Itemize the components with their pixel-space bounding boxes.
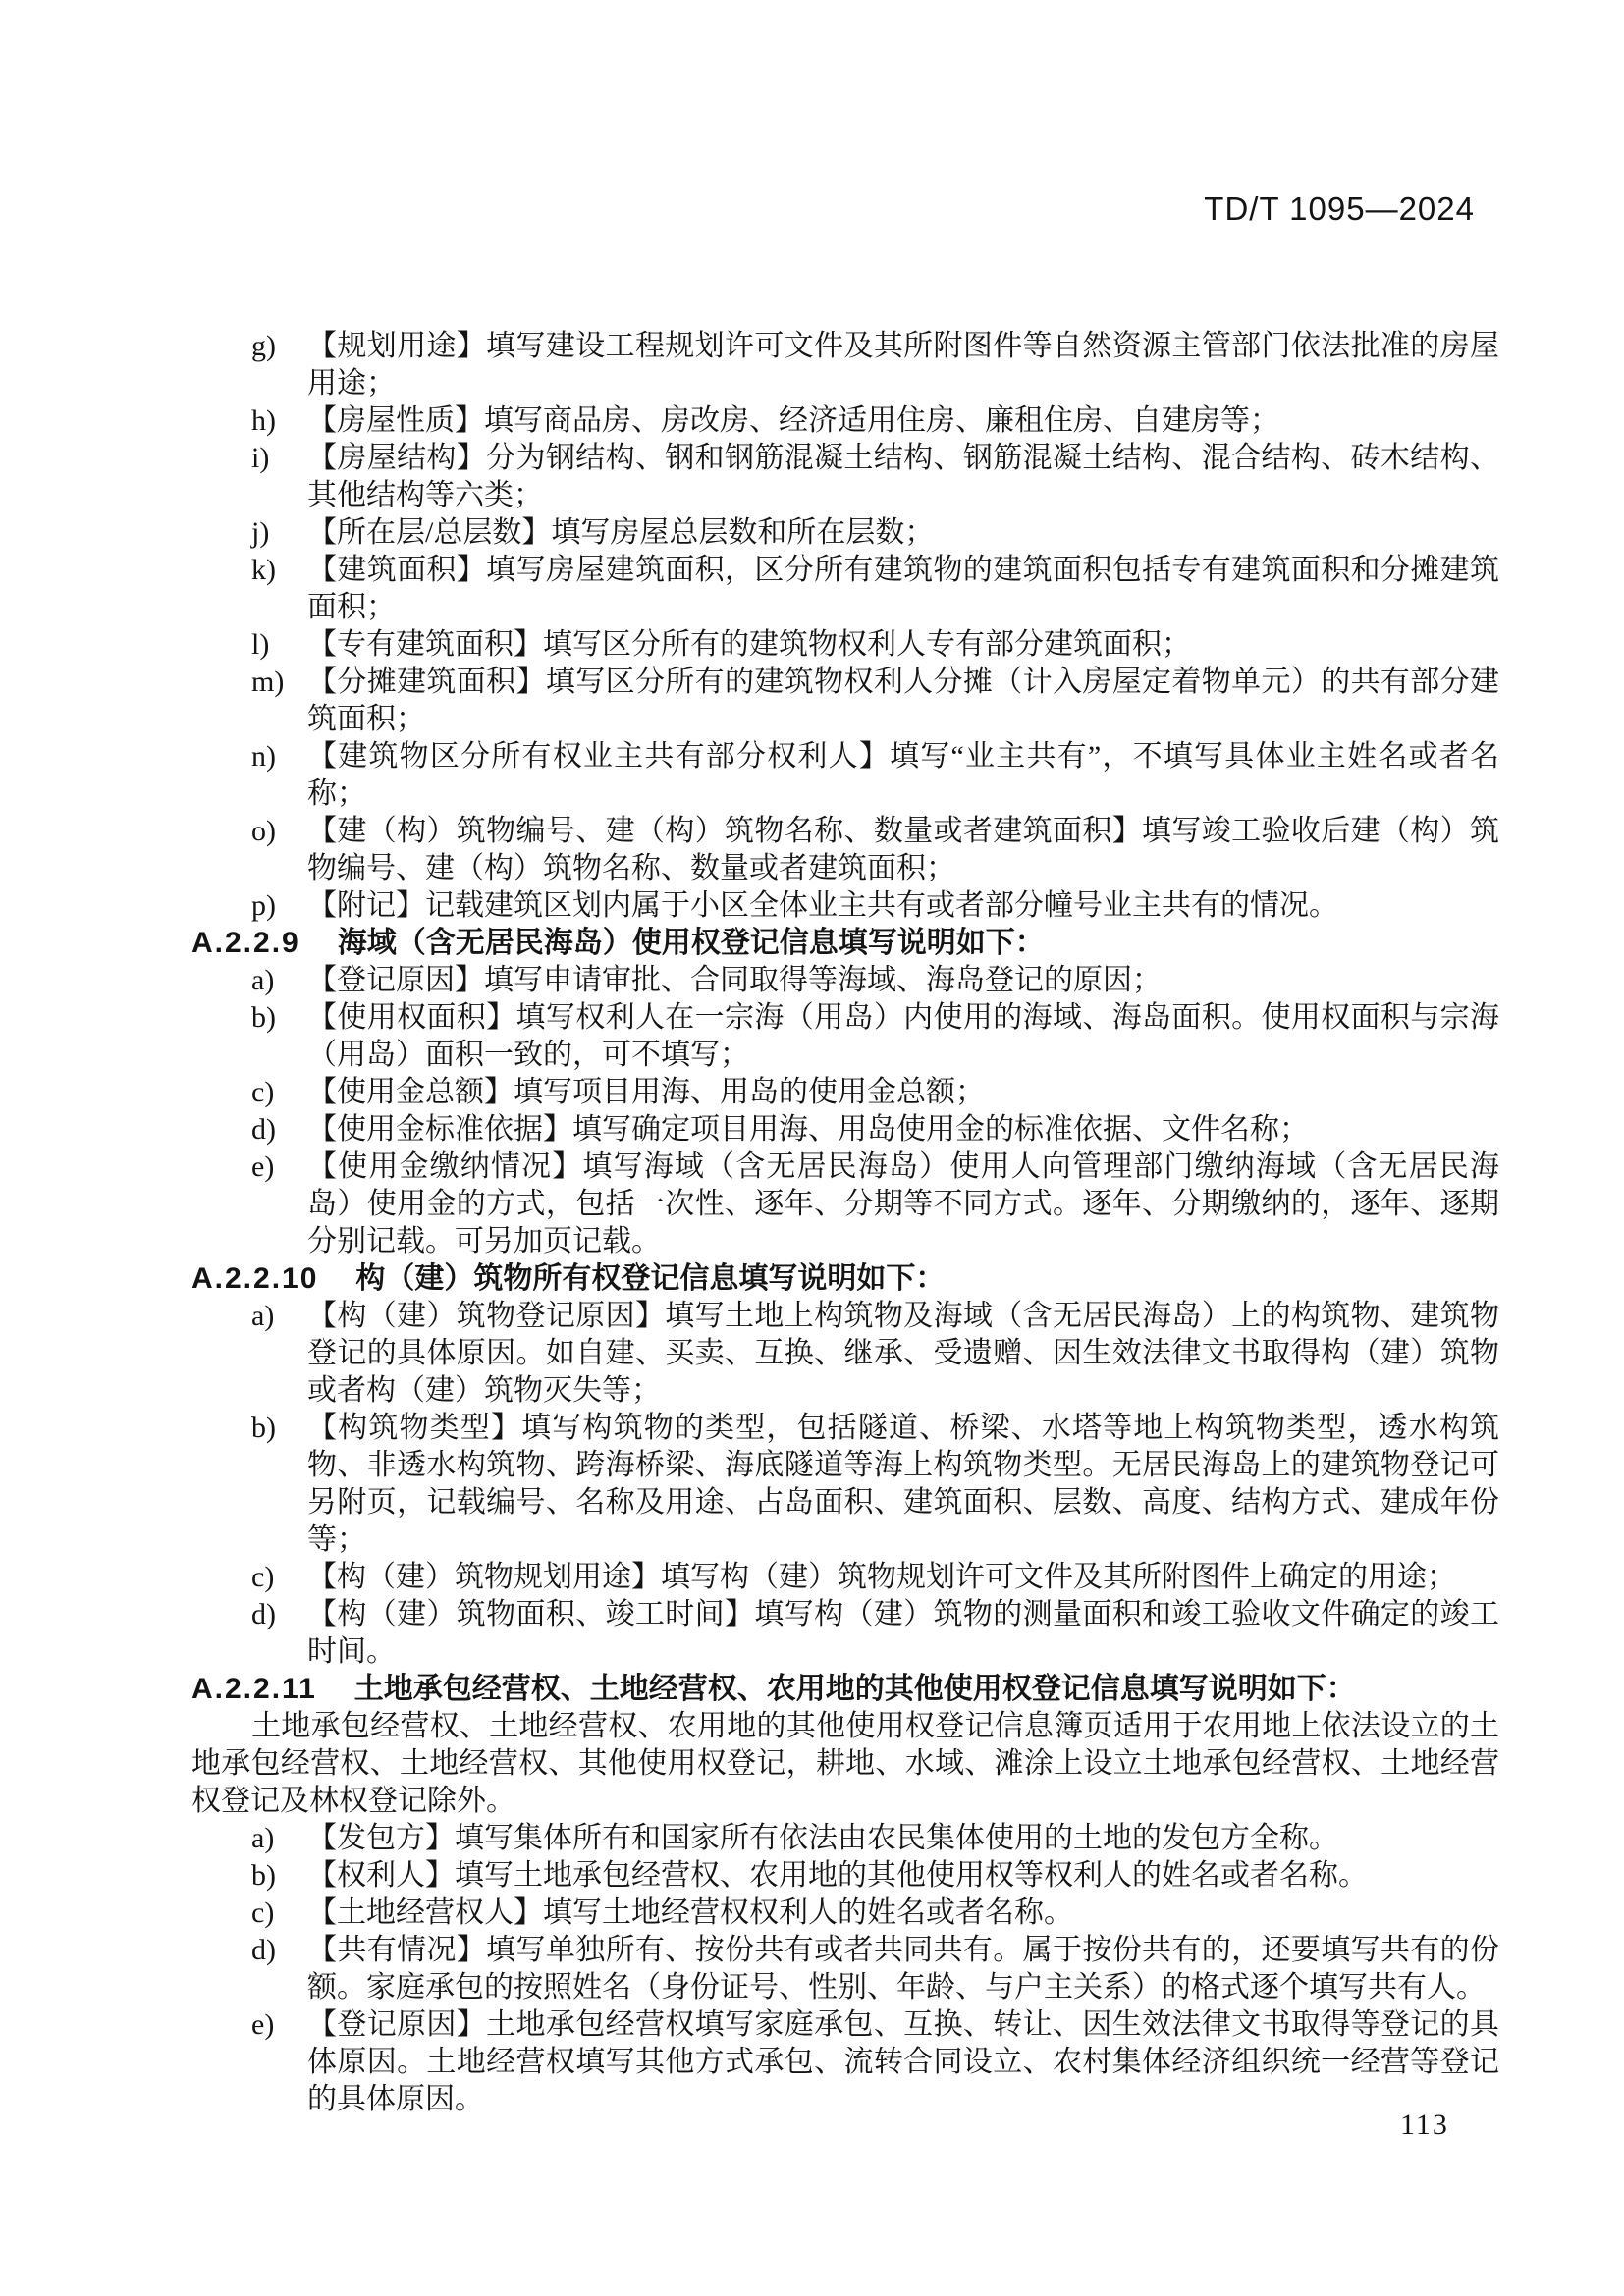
item-letter: k)	[251, 554, 276, 586]
list-item	[191, 2006, 1499, 2118]
item-letter: d)	[251, 1113, 276, 1146]
content	[191, 328, 1499, 2118]
heading-title: 海域（含无居民海岛）使用权登记信息填写说明如下：	[337, 927, 1045, 959]
list-item	[191, 1895, 1499, 1932]
list-item	[191, 1298, 1499, 1410]
item-text: 【构（建）筑物登记原因】填写土地上构筑物及海域（含无居民海岛）上的构筑物、建筑物登记的具体原因。如自建、买卖、互换、继承、受遗赠、因生效法律文书取得构（建）筑物或者构（建）筑物灭失等；	[307, 1300, 1499, 1407]
item-letter: c)	[251, 1896, 275, 1929]
item-text: 【分摊建筑面积】填写区分所有的建筑物权利人分摊（计入房屋定着物单元）的共有部分建筑面积；	[307, 666, 1499, 735]
item-text: 【使用权面积】填写权利人在一宗海（用岛）内使用的海域、海岛面积。使用权面积与宗海（用岛）面积一致的，可不填写；	[307, 1001, 1499, 1071]
list-item	[191, 552, 1499, 626]
item-letter: p)	[251, 889, 276, 922]
list-item	[191, 1074, 1499, 1111]
list-item	[191, 887, 1499, 925]
item-text: 【建筑物区分所有权业主共有部分权利人】填写“业主共有”，不填写具体业主姓名或者名称；	[307, 740, 1499, 810]
item-text: 【使用金标准依据】填写确定项目用海、用岛使用金的标准依据、文件名称；	[307, 1113, 1309, 1146]
item-text: 【登记原因】填写申请审批、合同取得等海域、海岛登记的原因；	[307, 964, 1162, 996]
list-item	[191, 999, 1499, 1074]
item-text: 【使用金缴纳情况】填写海域（含无居民海岛）使用人向管理部门缴纳海域（含无居民海岛）使用金的方式，包括一次性、逐年、分期等不同方式。逐年、分期缴纳的，逐年、逐期分别记载。可另加页记载。	[307, 1150, 1499, 1257]
doc-number: TD/T 1095—2024	[1204, 190, 1475, 227]
section-heading	[191, 1671, 1499, 1708]
list-item	[191, 440, 1499, 514]
list-item	[191, 664, 1499, 738]
heading-number: A.2.2.10	[191, 1262, 319, 1295]
list-item	[191, 626, 1499, 664]
item-letter: a)	[251, 1300, 275, 1332]
heading-title: 土地承包经营权、土地经营权、农用地的其他使用权登记信息填写说明如下：	[353, 1673, 1356, 1705]
list-item	[191, 1111, 1499, 1148]
item-text: 【登记原因】土地承包经营权填写家庭承包、互换、转让、因生效法律文书取得等登记的具体原因。土地经营权填写其他方式承包、流转合同设立、农村集体经济组织统一经营等登记的具体原因。	[307, 2008, 1499, 2115]
item-text: 【建（构）筑物编号、建（构）筑物名称、数量或者建筑面积】填写竣工验收后建（构）筑物编号、建（构）筑物名称、数量或者建筑面积；	[307, 815, 1499, 884]
item-text: 【权利人】填写土地承包经营权、农用地的其他使用权等权利人的姓名或者名称。	[307, 1859, 1368, 1892]
item-text: 【专有建筑面积】填写区分所有的建筑物权利人专有部分建筑面积；	[307, 628, 1191, 661]
list-item	[191, 962, 1499, 999]
list-item	[191, 813, 1499, 887]
item-letter: a)	[251, 1822, 275, 1854]
item-letter: e)	[251, 2008, 275, 2041]
item-letter: c)	[251, 1076, 275, 1108]
list-item	[191, 1820, 1499, 1857]
list-item	[191, 1857, 1499, 1895]
item-letter: e)	[251, 1150, 275, 1183]
list-item	[191, 1596, 1499, 1671]
item-letter: h)	[251, 404, 276, 437]
list-item	[191, 738, 1499, 813]
item-letter: m)	[251, 666, 285, 698]
item-text: 【房屋结构】分为钢结构、钢和钢筋混凝土结构、钢筋混凝土结构、混合结构、砖木结构、其他结构等六类；	[307, 442, 1499, 511]
item-letter: b)	[251, 1412, 276, 1444]
item-text: 【发包方】填写集体所有和国家所有依法由农民集体使用的土地的发包方全称。	[307, 1822, 1338, 1854]
item-letter: b)	[251, 1859, 276, 1892]
item-letter: o)	[251, 815, 276, 847]
item-text: 【所在层/总层数】填写房屋总层数和所在层数；	[307, 516, 935, 549]
item-text: 【使用金总额】填写项目用海、用岛的使用金总额；	[307, 1076, 985, 1108]
item-letter: a)	[251, 964, 275, 996]
item-letter: d)	[251, 1598, 276, 1630]
heading-number: A.2.2.11	[191, 1673, 317, 1705]
item-text: 【附记】记载建筑区划内属于小区全体业主共有或者部分幢号业主共有的情况。	[307, 889, 1338, 922]
item-text: 【房屋性质】填写商品房、房改房、经济适用住房、廉租住房、自建房等；	[307, 404, 1279, 437]
item-letter: b)	[251, 1001, 276, 1034]
item-text: 【共有情况】填写单独所有、按份共有或者共同共有。属于按份共有的，还要填写共有的份额。家庭承包的按照姓名（身份证号、性别、年龄、与户主关系）的格式逐个填写共有人。	[307, 1934, 1499, 2003]
paragraph: 土地承包经营权、土地经营权、农用地的其他使用权登记信息簿页适用于农用地上依法设立的土地承包经营权、土地经营权、其他使用权登记，耕地、水域、滩涂上设立土地承包经营权、土地经营权登记及林权登记除外。	[191, 1710, 1499, 1817]
item-letter: n)	[251, 740, 276, 773]
item-letter: c)	[251, 1561, 275, 1593]
item-text: 【规划用途】填写建设工程规划许可文件及其所附图件等自然资源主管部门依法批准的房屋用途；	[307, 330, 1499, 400]
item-letter: d)	[251, 1934, 276, 1966]
item-text: 【构（建）筑物规划用途】填写构（建）筑物规划许可文件及其所附图件上确定的用途；	[307, 1561, 1456, 1593]
page-number: 113	[1400, 2109, 1449, 2141]
section-heading	[191, 1260, 1499, 1298]
list-item	[191, 328, 1499, 402]
list-item	[191, 402, 1499, 440]
list-item	[191, 1410, 1499, 1559]
section-heading	[191, 925, 1499, 962]
item-letter: j)	[251, 516, 270, 549]
item-letter: l)	[251, 628, 270, 661]
item-text: 【构筑物类型】填写构筑物的类型，包括隧道、桥梁、水塔等地上构筑物类型，透水构筑物、非透水构筑物、跨海桥梁、海底隧道等海上构筑物类型。无居民海岛上的建筑物登记可另附页，记载编号、名称及用途、占岛面积、建筑面积、层数、高度、结构方式、建成年份等；	[307, 1412, 1499, 1556]
heading-title: 构（建）筑物所有权登记信息填写说明如下：	[355, 1262, 946, 1295]
item-text: 【土地经营权人】填写土地经营权权利人的姓名或者名称。	[307, 1896, 1073, 1929]
item-text: 【建筑面积】填写房屋建筑面积，区分所有建筑物的建筑面积包括专有建筑面积和分摊建筑面积；	[307, 554, 1499, 623]
list-item	[191, 1932, 1499, 2006]
list-item	[191, 1148, 1499, 1260]
list-item	[191, 1559, 1499, 1596]
item-letter: i)	[251, 442, 270, 474]
heading-number: A.2.2.9	[191, 927, 300, 959]
item-letter: g)	[251, 330, 276, 362]
item-text: 【构（建）筑物面积、竣工时间】填写构（建）筑物的测量面积和竣工验收文件确定的竣工时间。	[307, 1598, 1499, 1668]
list-item	[191, 514, 1499, 552]
